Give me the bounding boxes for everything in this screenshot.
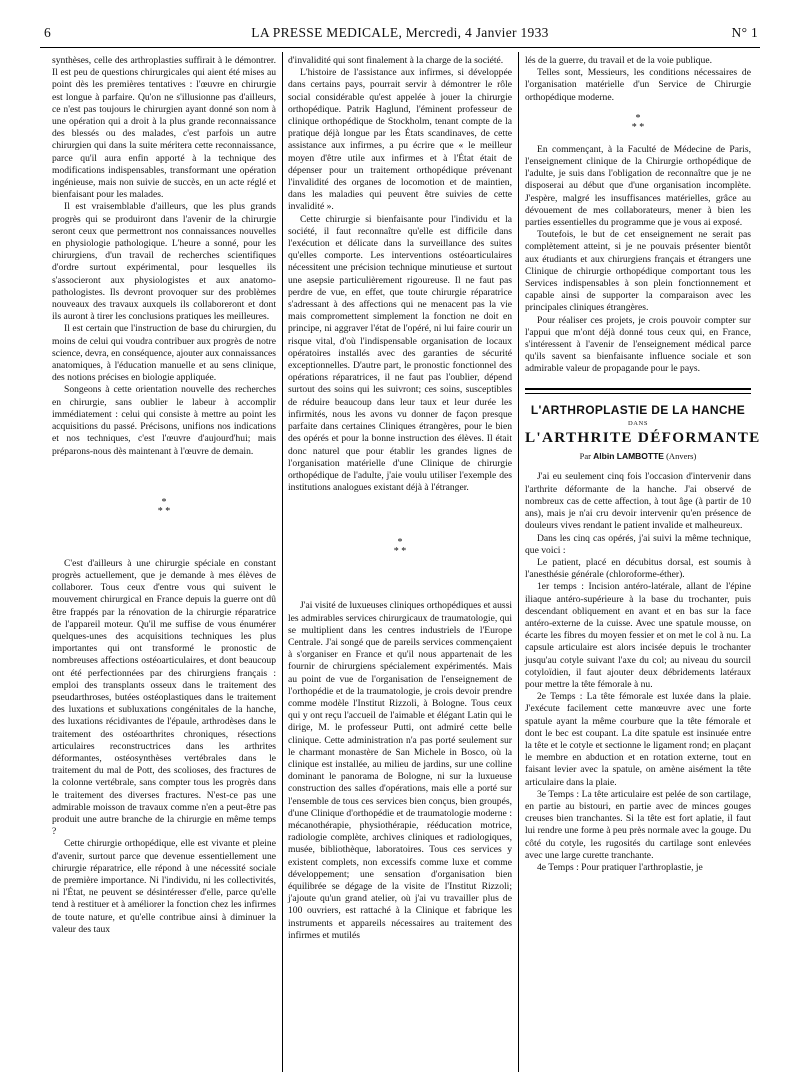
byline-prefix: Par: [579, 451, 592, 462]
paragraph: En commençant, à la Faculté de Médecine de Paris, l'enseignement clinique de la Chirurgie orthopédique de l'adulte, je suis dans l'obligation de reconnaître que je ne disposerai au début que d'une organisation incomplète. J'espère, malgré les insuffisances matérielles, grâce au dévouement de mes collaborateurs, mener à bien les parties essentielles du programme que je vous ai exposé.: [525, 143, 751, 229]
journal-header-title: LA PRESSE MEDICALE, Mercredi, 4 Janvier 1933: [251, 25, 549, 40]
article-byline: [525, 450, 751, 462]
paragraph: lés de la guerre, du travail et de la voie publique.: [525, 55, 713, 66]
paragraph: L'histoire de l'assistance aux infirmes, si développée dans certains pays, pourrait servir à démontrer le rôle social considérable qu'est appelée à jouer la chirurgie orthopédique. Patrik Haglund, l'éminent professeur de clinique orthopédique de Stockholm, tenant compte de la pratique déjà longue par les États scandinaves, de cette assistance aux infirmes, a pu écrire que « le meilleur moyen d'être utile aux infirmes et à l'État était de dépenser pour un traitement orthopédique prévenant l'invalidité des organes de locomotion et de maintien, dans les maladies qui peuvent être suivies de cette invalidité ».: [288, 67, 512, 213]
paragraph: Pour réaliser ces projets, je crois pouvoir compter sur l'appui que m'ont déjà donné tous ceux qui, en France, s'intéressent à l'avenir de l'enseignement médical parce qu'ils savent sa bienfaisante influence sociale et son admirable valeur de propagande pour le pays.: [525, 314, 751, 375]
column-divider-1: [282, 52, 283, 1072]
paragraph: J'ai eu seulement cinq fois l'occasion d'intervenir dans l'arthrite déformante de la hanche. J'ai observé de nombreux cas de cette affection, à tout âge (à partir de 10 ans), mais je n'ai cru devoir intervenir qu'en présence de douleurs vives rendant le patient invalide et malheureux.: [525, 471, 751, 532]
article-title: L'ARTHRITE DÉFORMANTE: [525, 429, 761, 447]
paragraph: Il est vraisemblable d'ailleurs, que les plus grands progrès qui se produiront dans l'avenir de la chirurgie seront ceux que permettront nos connaissances nouvelles en physiologie pathologique. L'heure a sonné, pour les chirurgiens, d'un travail de recherches scientifiques d'ordre surtout expérimental, pour lesquelles ils s'associeront aux physiologistes et aux anatomo-pathologistes. Ils devront provoquer sur des problèmes nouveaux des travaux auxquels ils collaboreront et dont ils auront à tirer les conclusions pratiques les meilleures.: [52, 201, 276, 323]
paragraph: J'ai visité de luxueuses cliniques orthopédiques et aussi les admirables services chirurgicaux de traumatologie, qui se multiplient dans les centres industriels de l'Europe Centrale. J'ai songé que de pareils services commençaient à s'organiser en France et qu'il nous appartenait de les fournir de chirurgiens spécialement expérimentés. Mais au point de vue de l'organisation de l'enseignement de l'orthopédie et de la traumatologie, je crois devoir prendre comme modèle l'Institut Rizzoli, à Bologne. Tous ceux qui y ont reçu l'accueil de l'aimable et élégant Latin qui le dirige, M. le professeur Putti, ont admiré cette belle clinique. Cette administration n'a pas porté seulement sur le charmant monastère de San Michele in Bosco, où la clinique est installée, au milieu de jardins, sur une colline dominant le panorama de Bologne, ni sur la luxueuse construction des salles d'opérations, mais elle a porté sur l'ensemble de tous ces services bien conçus, bien groupés, d'une Clinique d'orthopédie et de traumatologie moderne : mécanothérapie, physiothérapie, rééducation motrice, radiologie complète, archives cliniques et radiologiques, musée, bibliothèque, laboratoires. Tous ces services y existent complets, non excessifs comme luxe et comme développement; une sensation d'organisation bien équilibrée se dégage de la visite de l'Institut Rizzoli; j'ajoute qu'un grand atelier, où j'ai vu travailler plus de 100 ouvriers, est rattaché à la Clinique et fabrique les instruments et appareils nécessaires au traitement des infirmes et mutilés: [288, 600, 512, 941]
article-rule-thick: [525, 388, 751, 390]
author-location: (Anvers): [666, 451, 697, 462]
article-overtitle: L'ARTHROPLASTIE DE LA HANCHE: [530, 402, 746, 417]
paragraph: Songeons à cette orientation nouvelle des recherches en chirurgie, sans oublier le labeur à accomplir immédiatement : celui qui consiste à mettre au point les acquisitions du passé. Précisons, unifions nos indications et nos techniques, c'est l'œuvre d'aujourd'hui; mais préparons-nous dès maintenant à l'œuvre de demain.: [52, 384, 276, 457]
article-dans: DANS: [627, 419, 649, 427]
column-3: [525, 55, 761, 874]
paragraph: Il est certain que l'instruction de base du chirurgien, du moins de celui qui voudra contribuer aux progrès de notre science, devra, en conséquence, ajouter aux connaissances anatomiques, à l'éducation manuelle et au sens clinique, des notions précises en biologie appliquée.: [52, 323, 277, 384]
paragraph: Dans les cinq cas opérés, j'ai suivi la même technique, que voici :: [525, 532, 751, 556]
paragraph: 4e Temps : Pour pratiquer l'arthroplastie, je: [537, 861, 703, 873]
paragraph: Toutefois, le but de cet enseignement ne serait pas complètement atteint, si je ne pouvais présenter bientôt aux étudiants et aux chirurgiens français et étrangers une Clinique de chirurgie orthopédique comportant tous les Services indispensables à son plein fonctionnement et capable ainsi de supporter la comparaison avec les principales cliniques étrangères.: [525, 229, 751, 314]
column-2: [288, 55, 512, 942]
page-number: 6: [44, 25, 52, 40]
header-rule: [40, 47, 760, 48]
section-separator: * * *: [393, 537, 407, 558]
issue-number: N° 1: [731, 25, 758, 40]
column-divider-2: [518, 52, 519, 1072]
article-rule-thin: [525, 393, 751, 394]
paragraph: 2e Temps : La tête fémorale est luxée dans la plaie. J'exécute facilement cette manœuvre avec une forte spatule ayant la même courbure que la tête fémorale et dont le bec est coupant. La dite spatule est insinuée entre la tête et le cotyle et sectionne le ligament rond; en plaçant le membre en abduction et en rotation externe, tout en faisant levier avec la spatule, on amène aisément la tête articulaire dans la plaie.: [525, 691, 751, 788]
section-separator: * * *: [157, 496, 171, 517]
section-separator: * * *: [631, 112, 645, 133]
author-name: Albin LAMBOTTE: [593, 451, 664, 462]
paragraph: C'est d'ailleurs à une chirurgie spéciale en constant progrès actuellement, que je demande à mes élèves de collaborer. Tous ceux d'entre vous qui suivent le mouvement chirurgical en France depuis la guerre ont dû être frappés par la rénovation de la chirurgie réparatrice de l'appareil moteur. Qu'il me suffise de vous énumérer quelques-unes des acquisitions techniques les plus importantes qui ont transformé le pronostic de nombreuses affections ostéoarticulaires, et dont beaucoup ont été perfectionnées par des chirurgiens français : emploi des transplants osseux dans le traitement des pseudarthroses, butées ostéoplastiques dans le traitement des luxations et subluxations congénitales de la hanche, des luxations récidivantes de l'épaule, arthrodèses dans le traitement des ostéoarthrites chroniques, résections articulaires reconstructrices dans les arthrites déformantes, ostéosynthèses vertébrales dans le traitement du mal de Pott, des scolioses, des fractures de la colonne vertébrale, sans compter tous les progrès dans le traitement des diverses fractures. N'est-ce pas une admirable moisson de travaux comme n'en a peut-être pas produit une autre branche de la chirurgie en même temps ?: [52, 557, 276, 838]
paragraph: d'invalidité qui sont finalement à la charge de la société.: [288, 55, 504, 66]
column-1: [52, 55, 276, 936]
paragraph: Cette chirurgie orthopédique, elle est vivante et pleine d'avenir, surtout parce que devenue essentiellement une chirurgie réparatrice, elle répond à une nécessité sociale de première importance. Ni l'individu, ni les collectivités, ni l'État, ne peuvent se désintéresser d'elle, parce qu'elle tend à restituer et à améliorer la fonction chez les infirmes de toute nature, et qu'elle contribue ainsi à diminuer la valeur des taux: [52, 838, 276, 935]
paragraph: Telles sont, Messieurs, les conditions nécessaires de l'organisation matérielle d'un Service de Chirurgie orthopédique moderne.: [525, 67, 751, 103]
paragraph: Cette chirurgie si bienfaisante pour l'individu et la société, il faut reconnaître qu'elle est difficile dans l'exécution et délicate dans la surveillance des suites qu'elles comporte. Les interventions ostéoarticulaires nécessitent une précision technique minutieuse et surtout une asepsie particulièrement rigoureuse. Il ne faut pas perdre de vue, en effet, que toute chirurgie réparatrice s'adressant à des affections qui ne menacent pas la vie mais compromettent simplement la fonction ne doit en principe, ni aggraver l'état de l'opéré, ni lui faire courir un risque vital, d'où l'indispensable organisation de locaux opératoires installés avec des garanties de sécurité exceptionnelles. D'autre part, le pronostic fonctionnel des opérations réparatrices, il ne faut pas l'oublier, dépend surtout des soins qui les suivront; ces soins, susceptibles de réduire beaucoup dans leur taux et leur durée les infirmités, nous les avons vu donner de façon presque parfaite dans certaines Cliniques étrangères, pour le bien des opérés et pour la bonne instruction des élèves. Il était donc naturel que pour établir les grandes lignes de l'organisation matérielle d'une Clinique de chirurgie orthopédique de l'adulte, j'aie voulu utiliser l'exemple des institutions analogues existant déjà à l'étranger.: [288, 213, 512, 494]
paragraph: 3e Temps : La tête articulaire est pelée de son cartilage, en partie au bistouri, en partie avec de minces gouges creuses bien tranchantes. Si la tête est fort aplatie, il faut lui rendre une forme à peu près normale avec la gouge. Du côté du cotyle, les rugosités du cartilage sont enlevées avec une large curette tranchante.: [525, 788, 751, 861]
running-header: [40, 25, 760, 45]
paragraph: 1er temps : Incision antéro-latérale, allant de l'épine iliaque antéro-supérieure à la base du trochanter, puis descendant obliquement en avant et en bas sur la face antéro-externe de la cuisse. Avec une spatule mousse, on écarte les fibres du moyen fessier et on met le col à nu. La capsule articulaire est alors incisée depuis le trochanter jusqu'au cotyle suivant l'axe du col; au niveau du sourcil cotyloïdien, il faut ajouter deux débridements latéraux pour mettre la tête fémorale à nu.: [525, 581, 751, 690]
paragraph: Le patient, placé en décubitus dorsal, est soumis à l'anesthésie générale (chloroforme-éther).: [525, 556, 751, 581]
paragraph: synthèses, celle des arthroplasties suffirait à le démontrer. Il est peu de questions chirurgicales qui aient été mises au point dès les premières tentatives : l'œuvre en chirurgie est longue à parfaire. Qu'on ne s'illusionne pas d'ailleurs, ce n'est pas toujours le chirurgien ayant donné son nom à une opération qui a droit à la plus grande reconnaissance des blessés ou des malades, c'est parfois un autre chirurgien qui dans la suite méritera cette reconnaissance, parce qu'il aura enfin apporté à la technique des modifications indispensables, transformant une opération ingénieuse, mais non suivie de succès, en un acte réglé et bienfaisant pour les malades.: [52, 55, 276, 201]
